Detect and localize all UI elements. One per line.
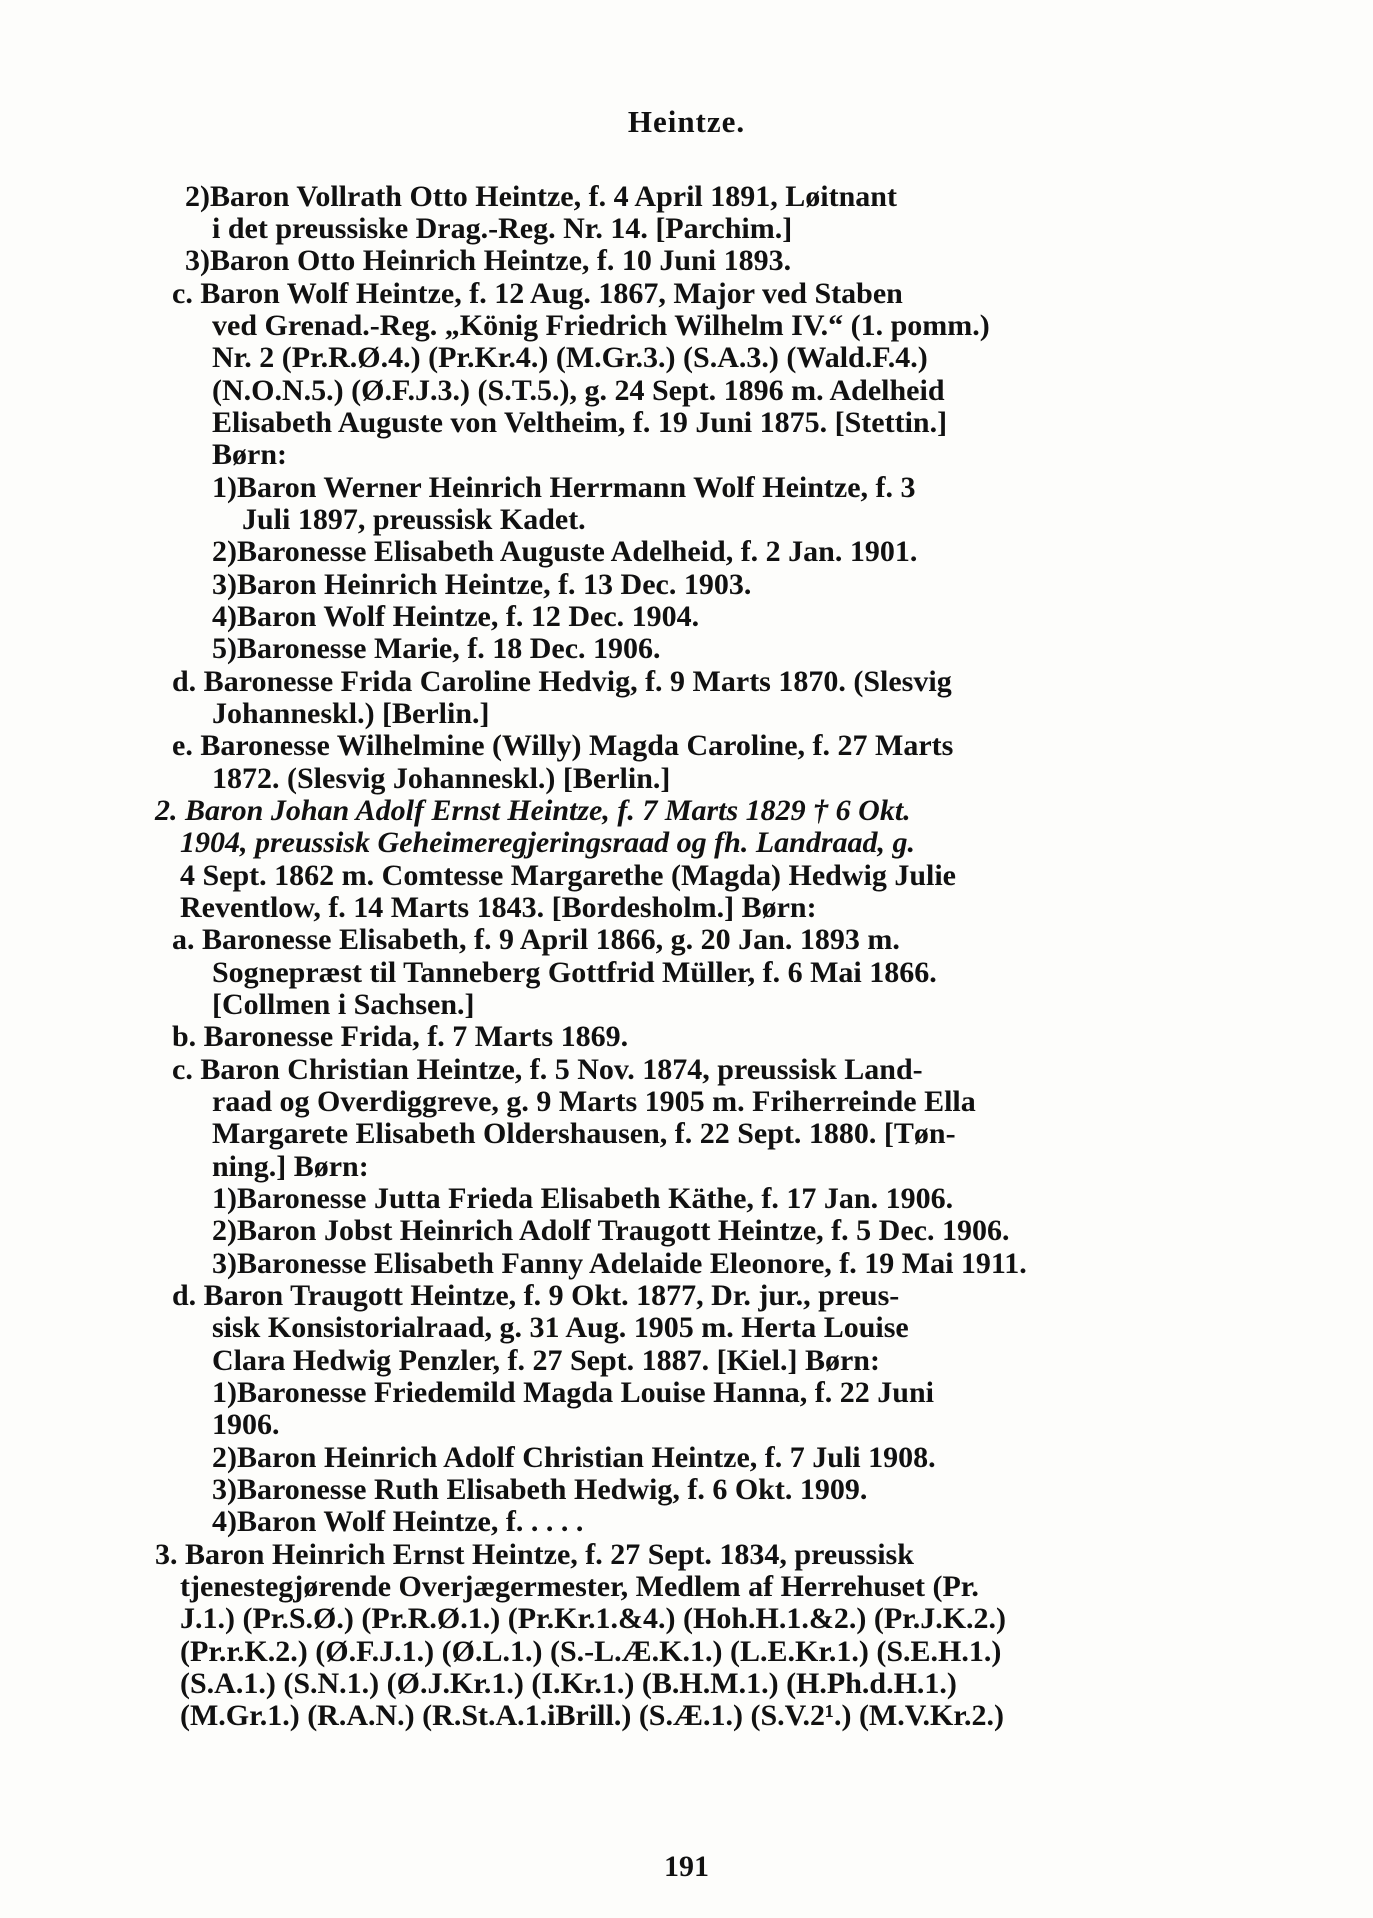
text-line: 5)Baronesse Marie, f. 18 Dec. 1906. [212, 632, 661, 665]
text-line: 2. Baron Johan Adolf Ernst Heintze, f. 7 Marts 1829 † 6 Okt. [155, 794, 911, 827]
text-line: 1)Baronesse Friedemild Magda Louise Hanna, f. 22 Juni [212, 1376, 934, 1409]
text-line: (N.O.N.5.) (Ø.F.J.3.) (S.T.5.), g. 24 Sept. 1896 m. Adelheid [212, 374, 945, 407]
text-line: i det preussiske Drag.-Reg. Nr. 14. [Parchim.] [212, 212, 793, 245]
text-line: Reventlow, f. 14 Marts 1843. [Bordesholm.] Børn: [180, 891, 817, 924]
text-line: J.1.) (Pr.S.Ø.) (Pr.R.Ø.1.) (Pr.Kr.1.&4.) (Hoh.H.1.&2.) (Pr.J.K.2.) [180, 1602, 1007, 1635]
text-line: d. Baronesse Frida Caroline Hedvig, f. 9 Marts 1870. (Slesvig [172, 665, 952, 698]
text-line: 2)Baron Vollrath Otto Heintze, f. 4 April 1891, Løitnant [185, 180, 897, 213]
text-line: 1904, preussisk Geheimeregjeringsraad og fh. Landraad, g. [180, 826, 916, 859]
text-line: ning.] Børn: [212, 1150, 369, 1183]
text-line: Børn: [212, 438, 287, 471]
text-line: 2)Baronesse Elisabeth Auguste Adelheid, f. 2 Jan. 1901. [212, 535, 918, 568]
text-line: Juli 1897, preussisk Kadet. [242, 503, 586, 536]
text-line: 4 Sept. 1862 m. Comtesse Margarethe (Magda) Hedwig Julie [180, 859, 956, 892]
text-line: [Collmen i Sachsen.] [212, 988, 475, 1021]
text-line: sisk Konsistorialraad, g. 31 Aug. 1905 m. Herta Louise [212, 1311, 909, 1344]
text-line: 4)Baron Wolf Heintze, f. . . . . [212, 1505, 584, 1538]
text-line: 3)Baronesse Elisabeth Fanny Adelaide Eleonore, f. 19 Mai 1911. [212, 1247, 1027, 1280]
text-line: Nr. 2 (Pr.R.Ø.4.) (Pr.Kr.4.) (M.Gr.3.) (S.A.3.) (Wald.F.4.) [212, 341, 928, 374]
text-line: 2)Baron Jobst Heinrich Adolf Traugott Heintze, f. 5 Dec. 1906. [212, 1214, 1010, 1247]
text-line: tjenestegjørende Overjægermester, Medlem af Herrehuset (Pr. [180, 1570, 979, 1603]
page-number: 191 [664, 1850, 709, 1883]
text-line: 4)Baron Wolf Heintze, f. 12 Dec. 1904. [212, 600, 700, 633]
text-line: e. Baronesse Wilhelmine (Willy) Magda Caroline, f. 27 Marts [172, 729, 954, 762]
text-line: b. Baronesse Frida, f. 7 Marts 1869. [172, 1020, 629, 1053]
text-line: 1)Baronesse Jutta Frieda Elisabeth Käthe, f. 17 Jan. 1906. [212, 1182, 954, 1215]
text-line: Elisabeth Auguste von Veltheim, f. 19 Juni 1875. [Stettin.] [212, 406, 948, 439]
text-line: Margarete Elisabeth Oldershausen, f. 22 Sept. 1880. [Tøn- [212, 1117, 956, 1150]
text-line: 2)Baron Heinrich Adolf Christian Heintze, f. 7 Juli 1908. [212, 1441, 936, 1474]
text-line: 3)Baronesse Ruth Elisabeth Hedwig, f. 6 Okt. 1909. [212, 1473, 868, 1506]
text-line: d. Baron Traugott Heintze, f. 9 Okt. 1877, Dr. jur., preus- [172, 1279, 900, 1312]
text-line: c. Baron Wolf Heintze, f. 12 Aug. 1867, Major ved Staben [172, 277, 903, 310]
text-line: Johanneskl.) [Berlin.] [212, 697, 490, 730]
text-line: raad og Overdiggreve, g. 9 Marts 1905 m. Friherreinde Ella [212, 1085, 976, 1118]
text-line: (M.Gr.1.) (R.A.N.) (R.St.A.1.iBrill.) (S.Æ.1.) (S.V.2¹.) (M.V.Kr.2.) [180, 1699, 1004, 1732]
text-line: Sognepræst til Tanneberg Gottfrid Müller, f. 6 Mai 1866. [212, 956, 937, 989]
text-line: Clara Hedwig Penzler, f. 27 Sept. 1887. [Kiel.] Børn: [212, 1344, 880, 1377]
text-line: (S.A.1.) (S.N.1.) (Ø.J.Kr.1.) (I.Kr.1.) (B.H.M.1.) (H.Ph.d.H.1.) [180, 1667, 957, 1700]
text-line: 1872. (Slesvig Johanneskl.) [Berlin.] [212, 762, 671, 795]
text-line: 3)Baron Otto Heinrich Heintze, f. 10 Juni 1893. [185, 244, 792, 277]
text-line: c. Baron Christian Heintze, f. 5 Nov. 1874, preussisk Land- [172, 1053, 923, 1086]
text-line: a. Baronesse Elisabeth, f. 9 April 1866, g. 20 Jan. 1893 m. [172, 923, 900, 956]
text-line: (Pr.r.K.2.) (Ø.F.J.1.) (Ø.L.1.) (S.-L.Æ.K.1.) (L.E.Kr.1.) (S.E.H.1.) [180, 1635, 1002, 1668]
text-line: 3. Baron Heinrich Ernst Heintze, f. 27 Sept. 1834, preussisk [155, 1538, 914, 1571]
text-line: 1)Baron Werner Heinrich Herrmann Wolf Heintze, f. 3 [212, 471, 916, 504]
running-head: Heintze. [627, 104, 746, 139]
text-line: 3)Baron Heinrich Heintze, f. 13 Dec. 1903. [212, 568, 752, 601]
text-line: ved Grenad.-Reg. „König Friedrich Wilhelm IV.“ (1. pomm.) [212, 309, 990, 342]
text-line: 1906. [212, 1408, 280, 1441]
